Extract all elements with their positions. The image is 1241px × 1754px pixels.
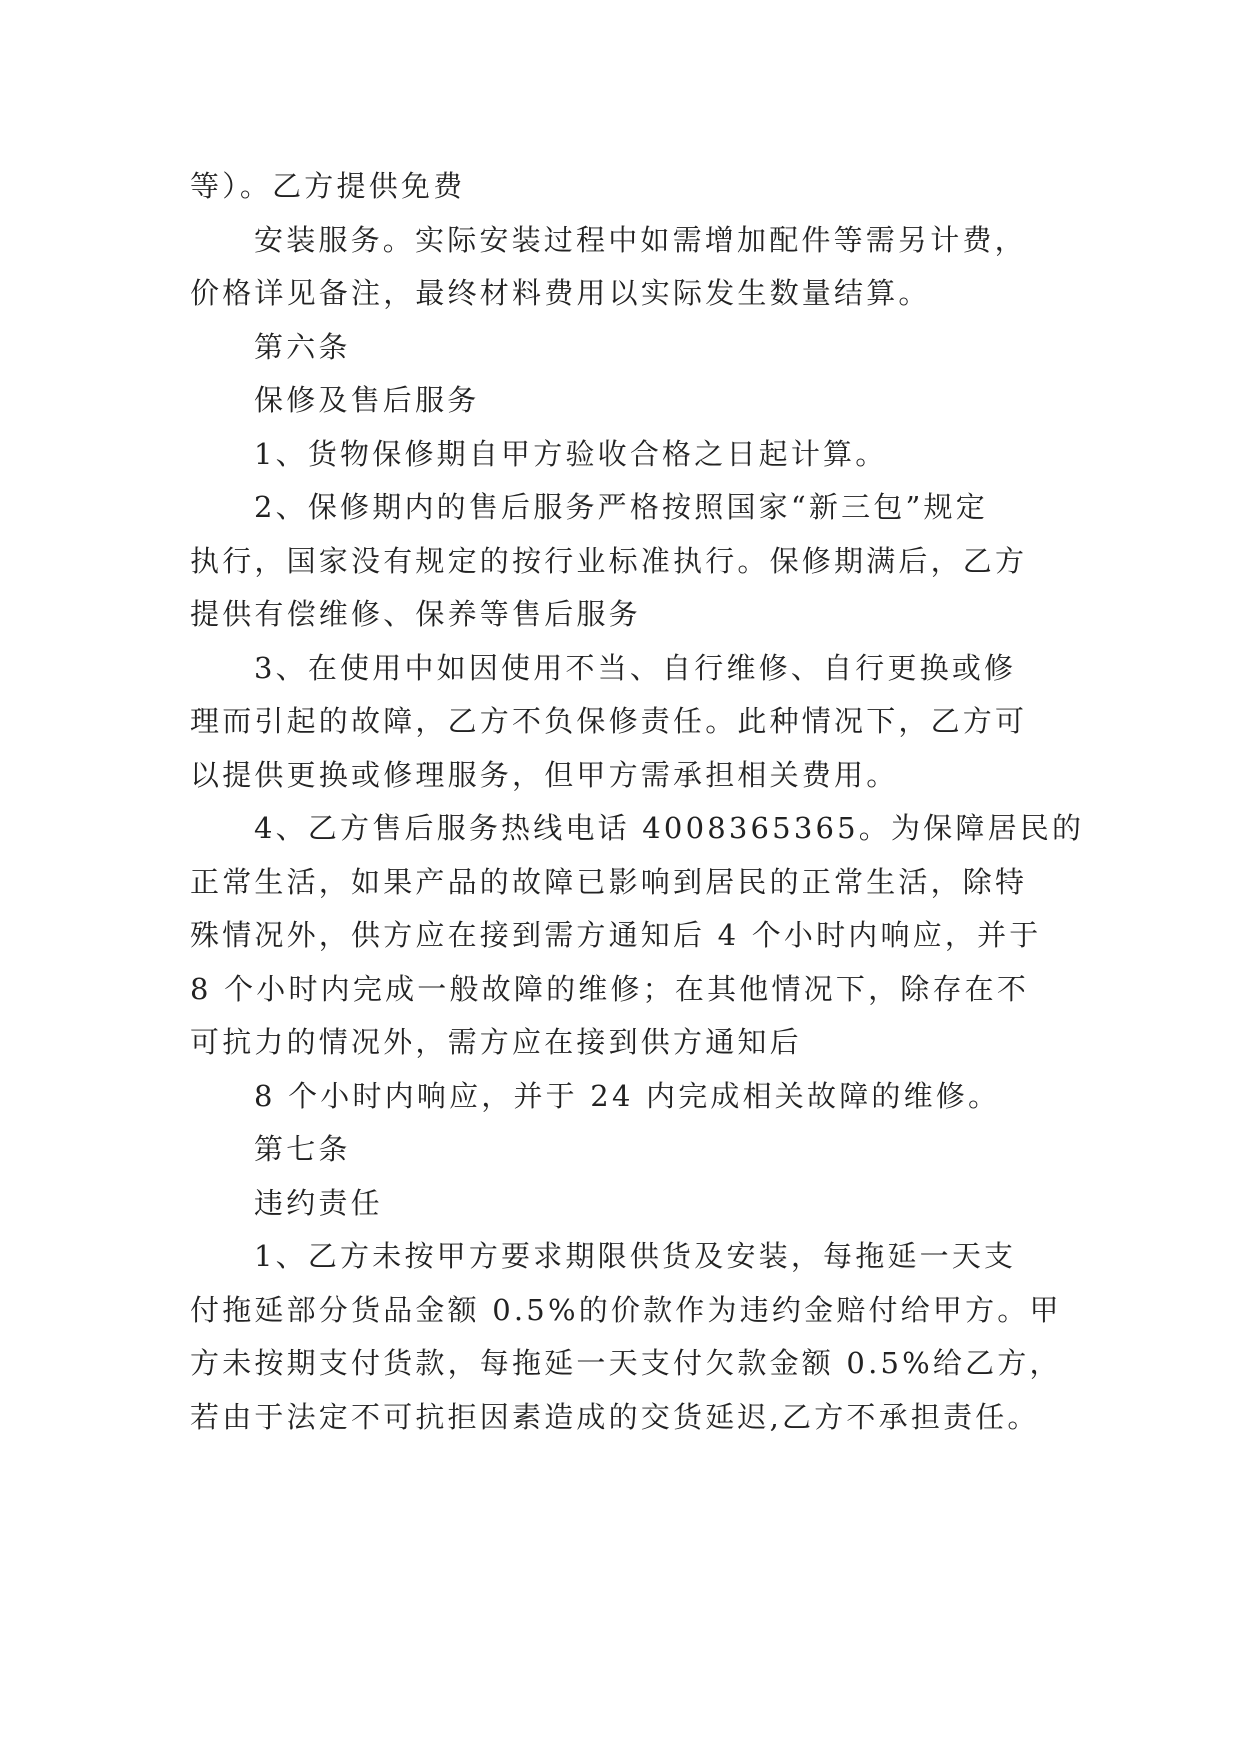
text-line: 1、乙方未按甲方要求期限供货及安装，每拖延一天支 bbox=[254, 1239, 1017, 1273]
article-six-title: 保修及售后服务 bbox=[254, 383, 480, 417]
text-line: 付拖延部分货品金额 0.5%的价款作为违约金赔付给甲方。甲 bbox=[190, 1292, 1062, 1327]
article-seven-heading: 第七条 bbox=[254, 1132, 351, 1166]
text-line: 3、在使用中如因使用不当、自行维修、自行更换或修 bbox=[254, 650, 1017, 685]
text-line: 执行，国家没有规定的按行业标准执行。保修期满后，乙方 bbox=[190, 543, 1028, 578]
text-line: 等）。乙方提供免费 bbox=[190, 169, 466, 203]
text-line: 4、乙方售后服务热线电话 4008365365。为保障居民的 bbox=[254, 811, 1085, 845]
text-line: 8 个小时内完成一般故障的维修；在其他情况下，除存在不 bbox=[190, 971, 1030, 1006]
article-six-heading: 第六条 bbox=[254, 329, 351, 364]
article-seven-title: 违约责任 bbox=[254, 1185, 383, 1220]
text-line: 若由于法定不可抗拒因素造成的交货延迟,乙方不承担责任。 bbox=[190, 1399, 1040, 1434]
text-line: 理而引起的故障，乙方不负保修责任。此种情况下，乙方可 bbox=[190, 704, 1028, 738]
text-line: 可抗力的情况外，需方应在接到供方通知后 bbox=[190, 1025, 802, 1059]
text-line: 方未按期支付货款，每拖延一天支付欠款金额 0.5%给乙方， bbox=[190, 1346, 1062, 1380]
text-line: 价格详见备注，最终材料费用以实际发生数量结算。 bbox=[190, 276, 931, 310]
text-line: 2、保修期内的售后服务严格按照国家“新三包”规定 bbox=[254, 490, 988, 524]
text-line: 殊情况外，供方应在接到需方通知后 4 个小时内响应，并于 bbox=[190, 918, 1042, 952]
text-line: 8 个小时内响应，并于 24 内完成相关故障的维修。 bbox=[254, 1078, 1001, 1113]
text-line: 以提供更换或修理服务，但甲方需承担相关费用。 bbox=[190, 757, 899, 792]
text-line: 提供有偿维修、保养等售后服务 bbox=[190, 597, 641, 631]
text-line: 正常生活，如果产品的故障已影响到居民的正常生活，除特 bbox=[190, 864, 1028, 899]
text-line: 1、货物保修期自甲方验收合格之日起计算。 bbox=[254, 436, 888, 471]
text-line: 安装服务。实际安装过程中如需增加配件等需另计费， bbox=[254, 222, 1027, 257]
document-body bbox=[190, 160, 1085, 1444]
